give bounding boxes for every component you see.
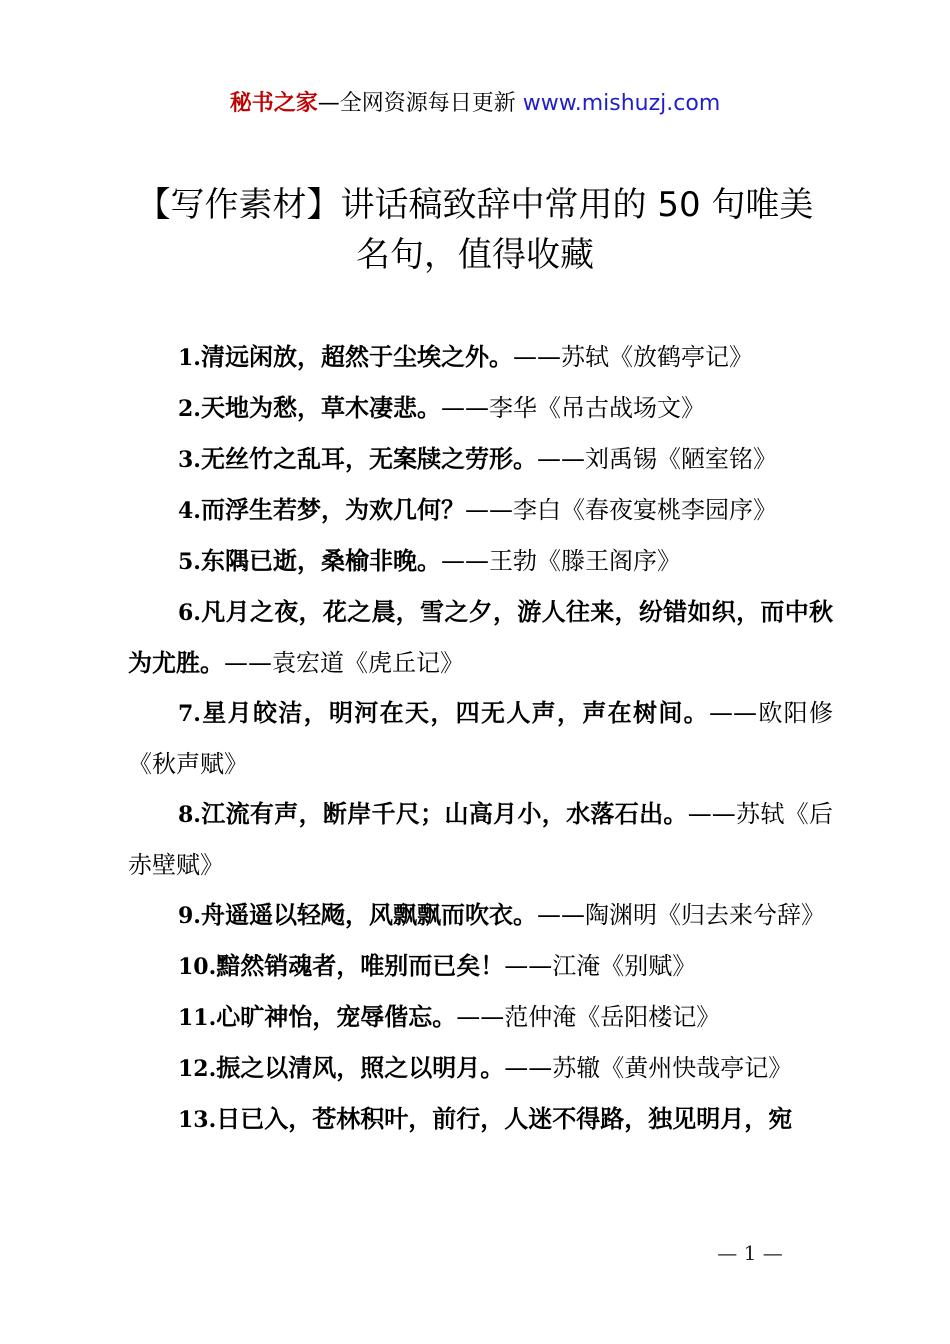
site-banner xyxy=(0,88,950,120)
quote-text: 舟遥遥以轻飏，风飘飘而吹衣。 xyxy=(200,901,537,929)
item-number: 12. xyxy=(178,1056,217,1082)
item-number: 3. xyxy=(178,447,201,473)
item-number: 10. xyxy=(178,954,217,980)
list-item xyxy=(128,688,833,789)
item-number: 7. xyxy=(178,701,201,727)
quote-text: 心旷神怡，宠辱偕忘。 xyxy=(216,1003,457,1031)
quote-source: ——袁宏道《虎丘记》 xyxy=(224,649,464,677)
quote-source: ——李华《吊古战场文》 xyxy=(440,394,705,422)
list-item xyxy=(128,1043,833,1094)
list-item xyxy=(128,992,833,1043)
item-number: 4. xyxy=(178,498,201,524)
list-item xyxy=(128,789,833,890)
brand-name: 秘书之家 xyxy=(229,91,318,116)
list-item xyxy=(128,941,833,992)
site-url-link[interactable]: www.mishuzj.com xyxy=(522,91,721,116)
quote-list xyxy=(128,332,833,1145)
quote-text: 日已入，苍林积叶，前行，人迷不得路，独见明月，宛 xyxy=(216,1105,793,1133)
list-item xyxy=(128,536,833,587)
item-number: 11. xyxy=(178,1005,217,1031)
banner-tagline: —全网资源每日更新 xyxy=(317,91,523,116)
page-number: — 1 — xyxy=(717,1241,783,1265)
list-item xyxy=(128,587,833,688)
quote-source: ——陶渊明《归去来兮辞》 xyxy=(536,901,825,929)
item-number: 6. xyxy=(178,600,201,626)
list-item xyxy=(128,485,833,536)
list-item xyxy=(128,383,833,434)
list-item xyxy=(128,890,833,941)
item-number: 5. xyxy=(178,549,201,575)
quote-text: 天地为愁，草木凄悲。 xyxy=(200,394,441,422)
quote-source: ——范仲淹《岳阳楼记》 xyxy=(456,1003,721,1031)
quote-text: 清远闲放，超然于尘埃之外。 xyxy=(200,343,513,371)
title-line-2: 名句，值得收藏 xyxy=(356,235,594,275)
quote-text: 凡月之夜，花之晨，雪之夕，游人往来，纷错如织，而中秋为尤胜。 xyxy=(128,598,833,677)
item-number: 9. xyxy=(178,903,201,929)
list-item xyxy=(128,1094,833,1145)
list-item xyxy=(128,332,833,383)
item-number: 2. xyxy=(178,396,201,422)
quote-text: 江流有声，断岸千尺；山高月小，水落石出。 xyxy=(200,800,688,828)
quote-source: ——苏轼《后赤壁赋》 xyxy=(128,800,834,879)
quote-source: ——王勃《滕王阁序》 xyxy=(440,547,681,575)
quote-source: ——刘禹锡《陋室铭》 xyxy=(536,445,777,473)
quote-text: 东隅已逝，桑榆非晚。 xyxy=(200,547,441,575)
quote-source: ——欧阳修《秋声赋》 xyxy=(128,699,834,778)
quote-source: ——李白《春夜宴桃李园序》 xyxy=(464,496,777,524)
quote-text: 振之以清风，照之以明月。 xyxy=(216,1054,505,1082)
quote-text: 黯然销魂者，唯别而已矣！ xyxy=(216,952,505,980)
quote-text: 而浮生若梦，为欢几何？ xyxy=(200,496,465,524)
quote-source: ——苏轼《放鹤亭记》 xyxy=(512,343,753,371)
item-number: 13. xyxy=(178,1107,217,1133)
item-number: 8. xyxy=(178,802,201,828)
list-item xyxy=(128,434,833,485)
quote-text: 星月皎洁，明河在天，四无人声，声在树间。 xyxy=(200,699,709,727)
document-title xyxy=(100,180,850,280)
title-line-1: 【写作素材】讲话稿致辞中常用的 50 句唯美 xyxy=(136,185,814,225)
quote-source: ——江淹《别赋》 xyxy=(504,952,697,980)
quote-source: ——苏辙《黄州快哉亭记》 xyxy=(504,1054,793,1082)
item-number: 1. xyxy=(178,345,201,371)
quote-text: 无丝竹之乱耳，无案牍之劳形。 xyxy=(200,445,537,473)
